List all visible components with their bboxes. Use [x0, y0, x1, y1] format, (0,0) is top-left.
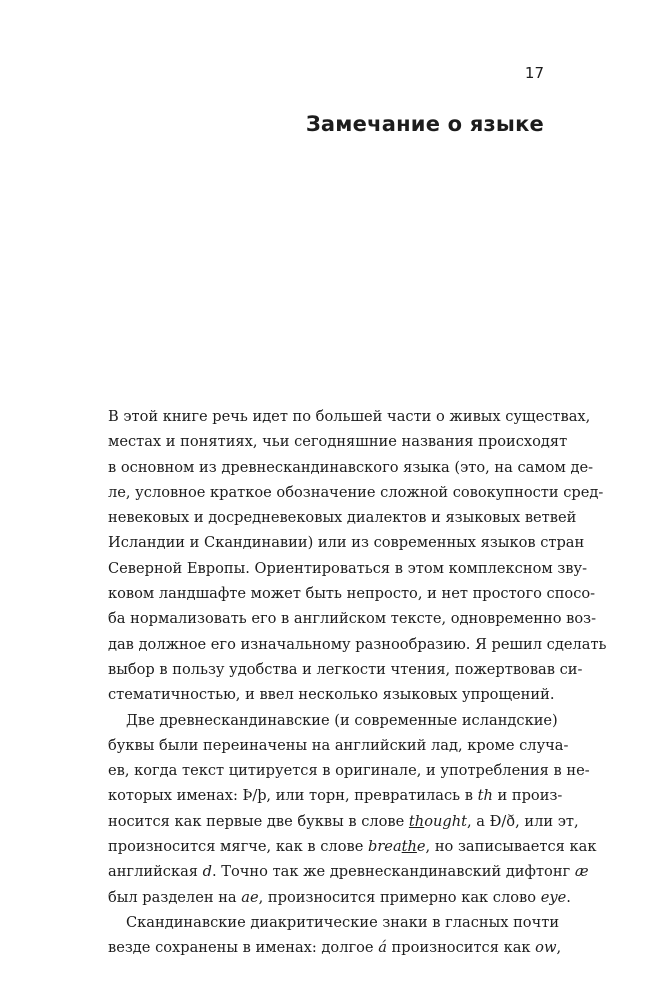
- italic-text: eye: [540, 888, 567, 906]
- text-run: и произ-: [492, 787, 563, 805]
- italic-text: á: [378, 939, 387, 957]
- text-run: В этой книге речь идет по большей части о живых существах,: [108, 408, 591, 425]
- text-line: [108, 505, 577, 530]
- text-run: , произносится примерно как слово: [258, 888, 541, 906]
- text-line: [108, 455, 594, 480]
- text-run: Северной Европы. Ориентироваться в этом комплексном зву-: [108, 559, 588, 577]
- text-line: [108, 657, 583, 682]
- italic-text: th: [477, 787, 493, 805]
- text-line: [108, 809, 579, 834]
- text-run: выбор в пользу удобства и легкости чтения, пожертвовав си-: [108, 660, 583, 678]
- chapter-title: Замечание о языке: [305, 112, 544, 136]
- italic-text: æ: [574, 863, 589, 881]
- italic-text: brea: [367, 838, 402, 856]
- italic-text: ae: [241, 888, 259, 906]
- text-line: [108, 758, 590, 783]
- text-run: был разделен на: [108, 888, 242, 906]
- text-line: [108, 581, 596, 606]
- body-text: [108, 404, 607, 961]
- text-line: [108, 885, 571, 910]
- italic-text: th: [401, 838, 417, 856]
- text-run: ев, когда текст цитируется в оригинале, и употребления в не-: [108, 762, 590, 780]
- italic-text: d: [202, 863, 212, 881]
- text-line: [108, 910, 560, 935]
- text-line: [108, 530, 585, 555]
- text-line: [108, 606, 597, 631]
- text-run: в основном из древнескандинавского языка (это, на самом де-: [108, 458, 594, 476]
- text-run: стематичностью, и ввел несколько языковых упрощений.: [108, 686, 555, 704]
- text-line: [108, 733, 569, 758]
- text-run: Две древнескандинавские (и современные исландские): [126, 711, 558, 729]
- text-run: .: [566, 888, 571, 906]
- text-line: [108, 834, 597, 859]
- italic-text: ow: [535, 939, 557, 957]
- text-line: [108, 859, 589, 884]
- text-run: носится как первые две буквы в слове: [108, 812, 409, 830]
- text-run: ,: [556, 939, 562, 957]
- text-run: , но записывается как: [425, 838, 597, 856]
- page-number: 17: [524, 64, 544, 82]
- text-line: [108, 708, 558, 733]
- text-run: ковом ландшафте может быть непросто, и нет простого спосо-: [108, 585, 596, 603]
- paragraph: [108, 404, 607, 708]
- text-run: которых именах: Þ/þ, или торн, превратилась в: [108, 787, 478, 805]
- text-line: [108, 404, 591, 429]
- text-run: Скандинавские диакритические знаки в гласных почти: [126, 913, 560, 931]
- text-run: . Точно так же древнескандинавский дифтонг: [211, 863, 575, 881]
- text-line: [108, 783, 563, 808]
- text-line: [108, 429, 568, 454]
- text-run: местах и понятиях, чьи сегодняшние названия происходят: [108, 433, 568, 451]
- text-run: произносится мягче, как в слове: [108, 838, 368, 856]
- text-run: Исландии и Скандинавии) или из современных языков стран: [108, 534, 585, 552]
- text-run: , а Ð/ð, или эт,: [466, 812, 579, 830]
- italic-text: th: [408, 812, 425, 830]
- text-run: произносится как: [386, 939, 536, 957]
- text-run: ле, условное краткое обозначение сложной совокупности сред-: [108, 483, 604, 501]
- text-run: буквы были переиначены на английский лад, кроме случа-: [108, 736, 569, 754]
- text-run: везде сохранены в именах: долгое: [108, 939, 379, 957]
- text-line: [108, 935, 562, 960]
- text-run: ба нормализовать его в английском тексте, одновременно воз-: [108, 610, 597, 628]
- text-line: [108, 480, 604, 505]
- paragraph: [108, 708, 597, 910]
- text-line: [108, 632, 607, 657]
- paragraph: [108, 910, 562, 961]
- text-run: дав должное его изначальному разнообразию. Я решил сделать: [108, 635, 607, 653]
- text-line: [108, 556, 588, 581]
- text-run: английская: [108, 863, 203, 881]
- text-run: невековых и досредневековых диалектов и языковых ветвей: [108, 509, 577, 527]
- italic-text: e: [416, 838, 426, 856]
- italic-text: ought: [424, 812, 467, 830]
- text-line: [108, 682, 555, 707]
